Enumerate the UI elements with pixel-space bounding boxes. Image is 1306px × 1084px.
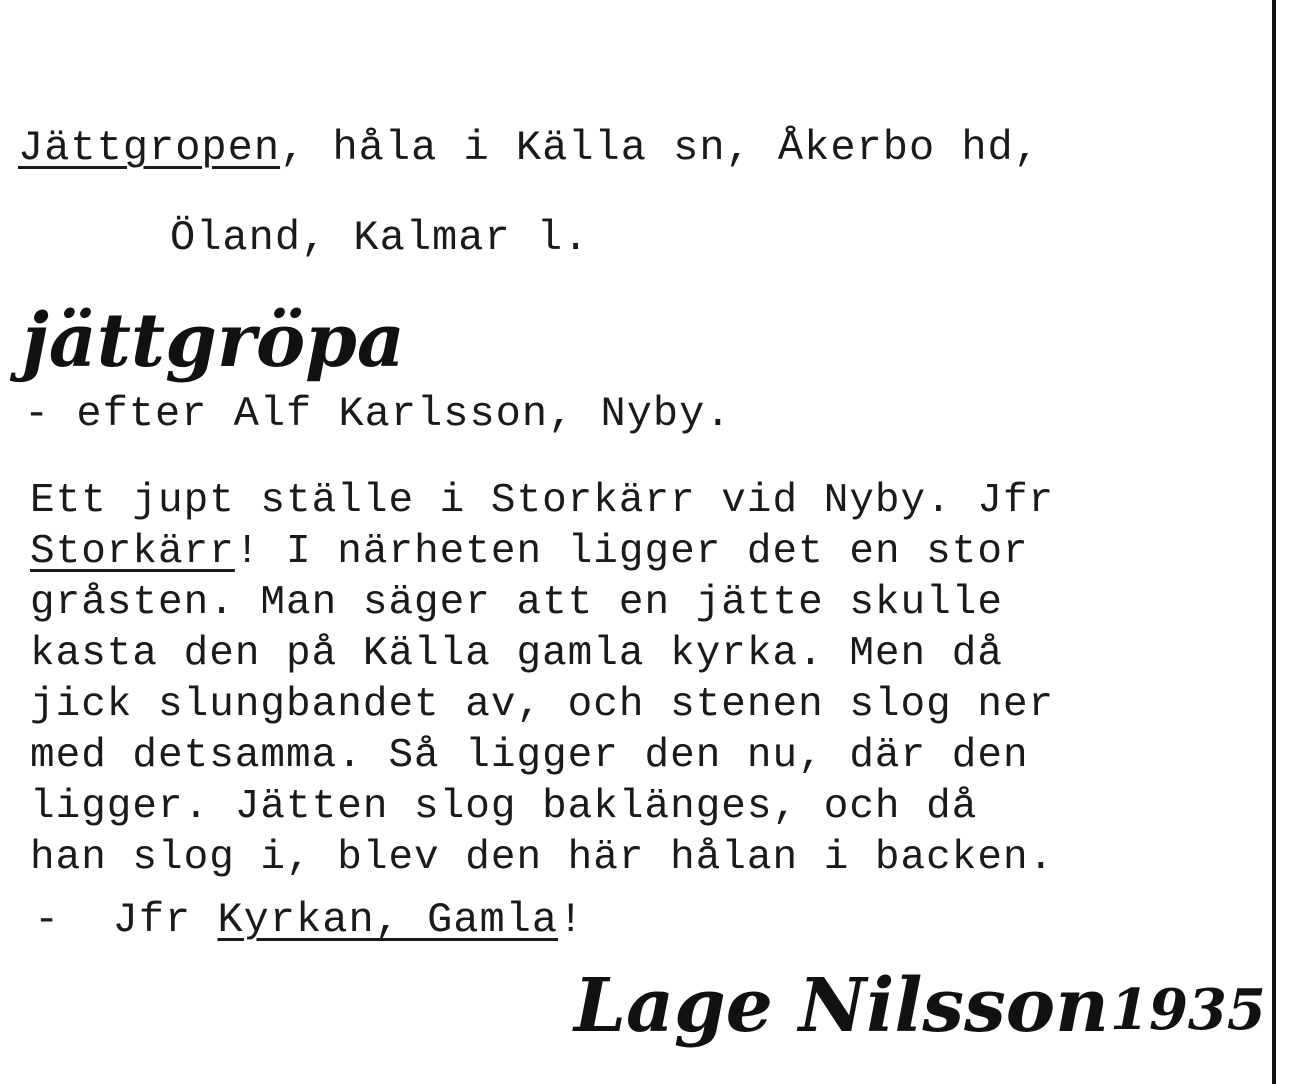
card-edge-line [1272, 0, 1276, 1084]
body-line: ! I närheten ligger det en stor [234, 529, 1029, 575]
heading-line-1 [18, 122, 1040, 174]
body-line: kasta den på Källa gamla kyrka. Men då [30, 631, 1003, 677]
body-line: han slog i, blev den här hålan i backen. [30, 835, 1055, 881]
place-name: Jättgropen [18, 124, 281, 172]
heading-description: , håla i Källa sn, Åkerbo hd, [280, 124, 1040, 172]
see-also-prefix: - Jfr [34, 896, 218, 944]
body-line: med detsamma. Så ligger den nu, där den [30, 733, 1029, 779]
dialect-form: jättgröpa [22, 298, 405, 384]
body-line: gråsten. Man säger att en jätte skulle [30, 580, 1003, 626]
see-also-line [34, 894, 584, 946]
heading-line-2: Öland, Kalmar l. [170, 214, 590, 262]
reference-kyrkan-gamla: Kyrkan, Gamla [217, 896, 559, 944]
reference-storkarr: Storkärr [30, 529, 235, 575]
body-line: jick slungbandet av, och stenen slog ner [30, 682, 1055, 728]
signature-year: 1935 [1110, 977, 1266, 1043]
body-line: Ett jupt ställe i Storkärr vid Nyby. Jfr [30, 478, 1055, 524]
card-body-text [30, 476, 1054, 884]
source-line: - efter Alf Karlsson, Nyby. [24, 390, 732, 438]
collector-signature: Lage Nilsson [574, 963, 1109, 1049]
body-line: ligger. Jätten slog baklänges, och då [30, 784, 978, 830]
see-also-suffix: ! [558, 896, 585, 944]
